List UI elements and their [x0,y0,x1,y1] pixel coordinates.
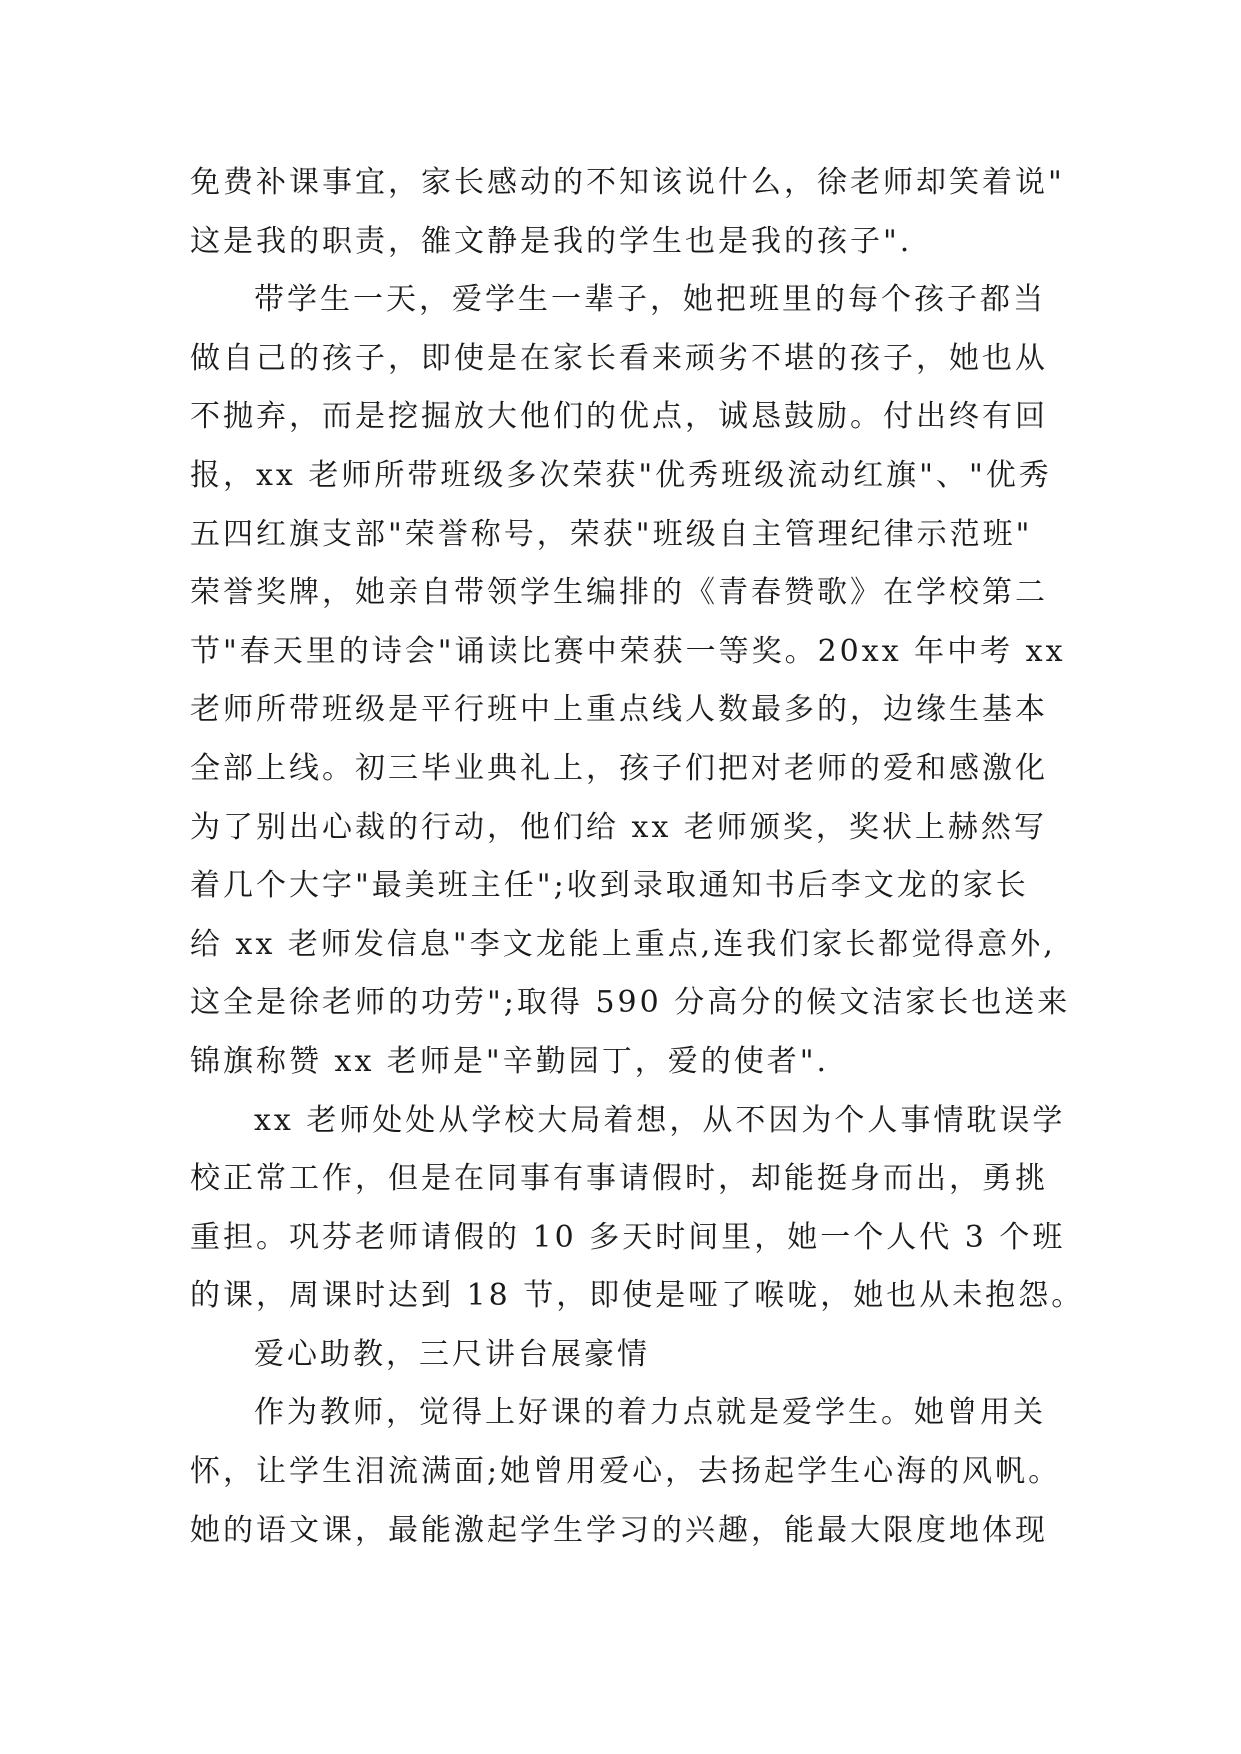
text-line: 五四红旗支部"荣誉称号，荣获"班级自主管理纪律示范班" [190,516,1033,552]
text-line: xx 老师处处从学校大局着想，从不因为个人事情耽误学 [254,1102,1066,1138]
text-line: 锦旗称赞 xx 老师是"辛勤园丁，爱的使者". [190,1043,830,1079]
text-line: 节"春天里的诗会"诵读比赛中荣获一等奖。20xx 年中考 xx [190,633,1066,669]
text-line: 着几个大字"最美班主任";收到录取通知书后李文龙的家长 [190,868,1029,904]
body-text [190,154,1085,1560]
text-line: 做自己的孩子，即使是在家长看来顽劣不堪的孩子，她也从 [190,340,1048,376]
text-line: 免费补课事宜，家长感动的不知该说什么，徐老师却笑着说" [190,165,1065,200]
text-line: 老师所带班级是平行班中上重点线人数最多的，边缘生基本 [190,692,1048,728]
text-line: 的课，周课时达到 18 节，即使是哑了喉咙，她也从未抱怨。 [190,1278,1085,1314]
text-line: 这是我的职责，雒文静是我的学生也是我的孩子". [190,223,913,259]
text-line: 报，xx 老师所带班级多次荣获"优秀班级流动红旗"、"优秀 [190,457,1052,493]
text-line: 为了别出心裁的行动，他们给 xx 老师颁奖，奖状上赫然写 [190,809,1047,845]
text-line: 重担。巩芬老师请假的 10 多天时间里，她一个人代 3 个班 [190,1219,1066,1255]
text-line: 作为教师，觉得上好课的着力点就是爱学生。她曾用关 [254,1395,1046,1431]
text-line: 带学生一天，爱学生一辈子，她把班里的每个孩子都当 [254,282,1046,318]
text-line: 她的语文课，最能激起学生学习的兴趣，能最大限度地体现 [190,1512,1048,1548]
text-line: 这全是徐老师的功劳";取得 590 分高分的候文洁家长也送来 [190,985,1071,1021]
text-line: 荣誉奖牌，她亲自带领学生编排的《青春赞歌》在学校第二 [190,575,1048,611]
text-line: 怀，让学生泪流满面;她曾用爱心，去扬起学生心海的风帆。 [190,1454,1062,1490]
text-line: 爱心助教，三尺讲台展豪情 [254,1336,650,1372]
text-line: 给 xx 老师发信息"李文龙能上重点,连我们家长都觉得意外, [190,926,1056,962]
text-line: 全部上线。初三毕业典礼上，孩子们把对老师的爱和感激化 [190,750,1048,786]
text-line: 校正常工作，但是在同事有事请假时，却能挺身而出，勇挑 [190,1161,1048,1197]
text-line: 不抛弃，而是挖掘放大他们的优点，诚恳鼓励。付出终有回 [190,399,1048,435]
